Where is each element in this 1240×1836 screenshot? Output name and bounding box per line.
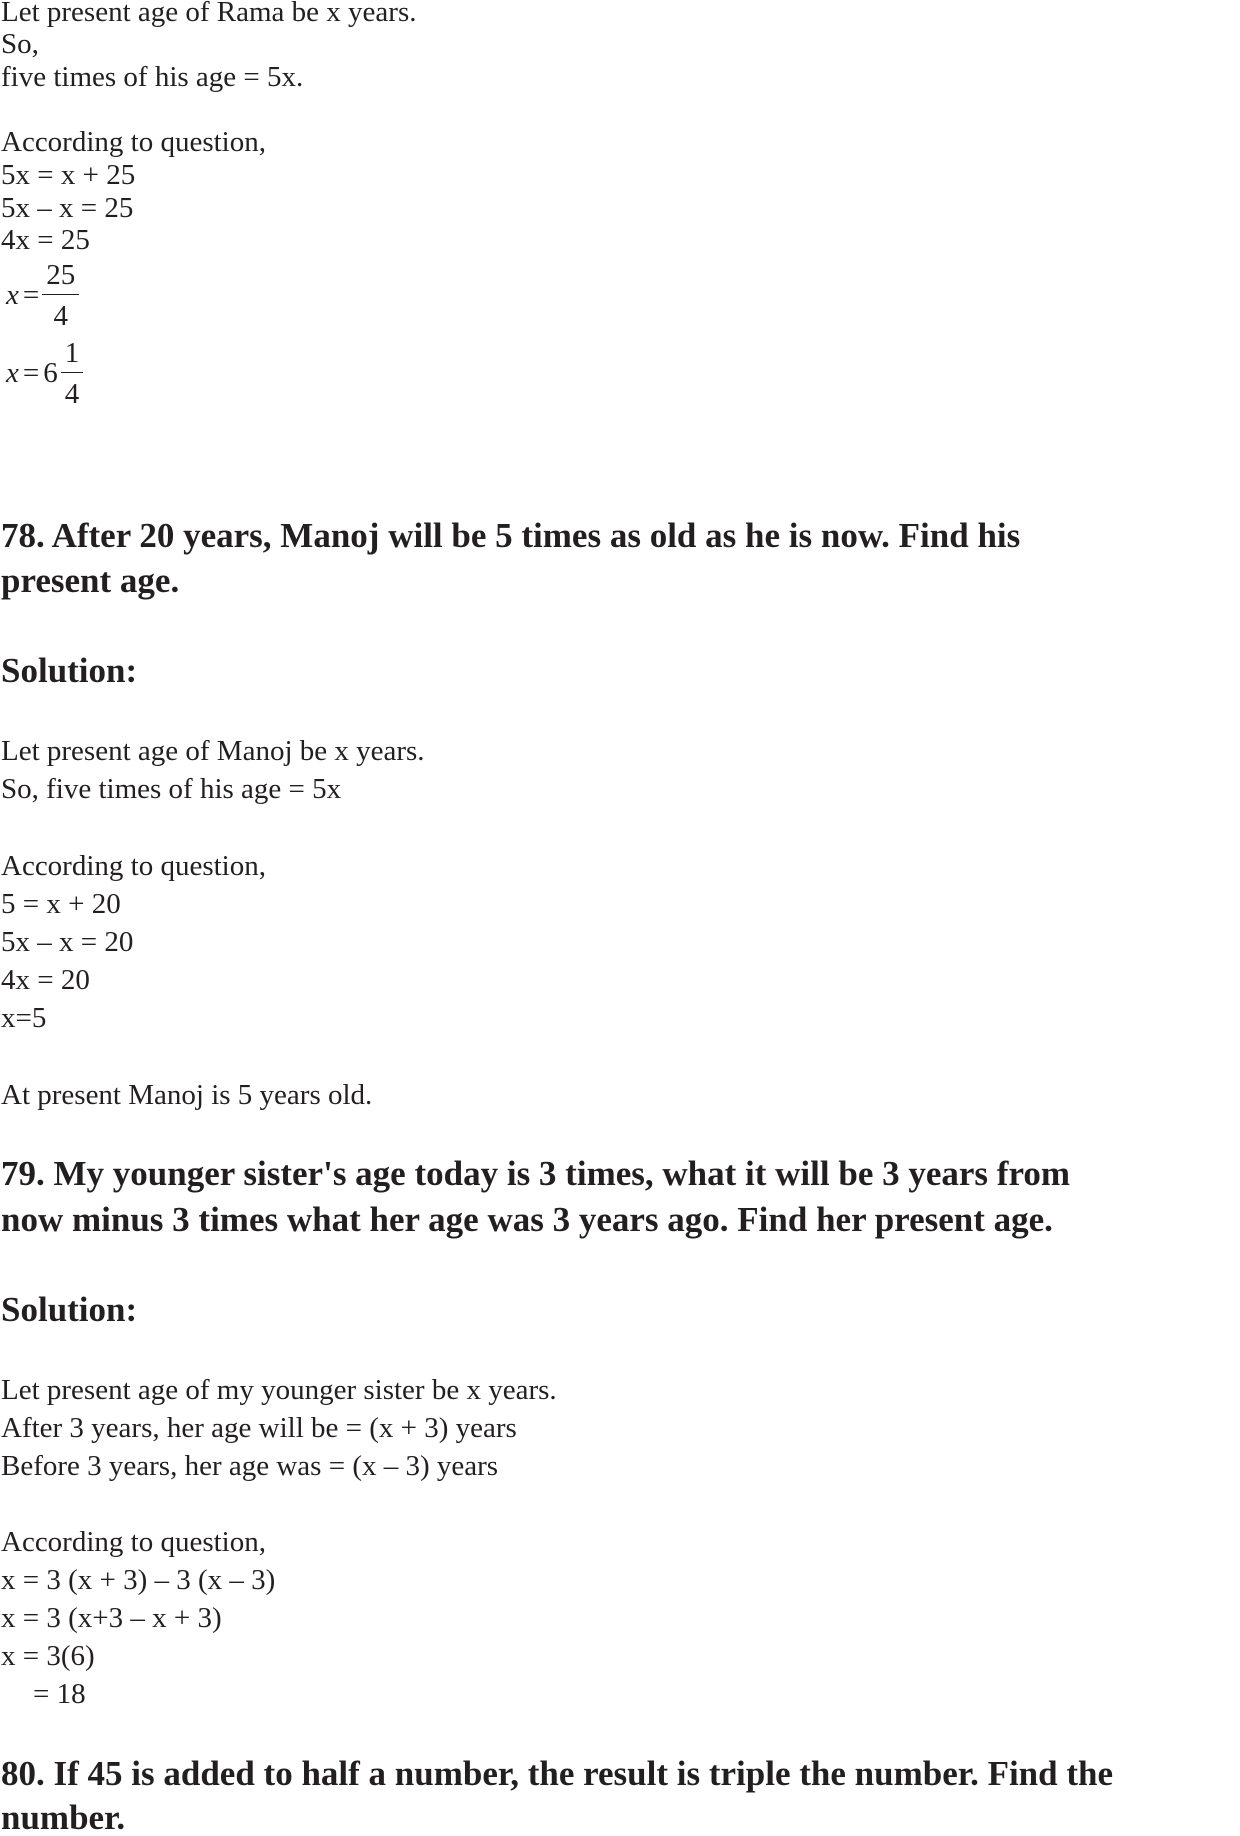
text-line: Let present age of Rama be x years. [1, 0, 417, 28]
equals-sign: = [22, 357, 40, 389]
equals-sign: = [22, 279, 40, 311]
solution-heading: Solution: [1, 1290, 138, 1329]
fraction [61, 336, 84, 411]
text-line: According to question, [1, 126, 266, 158]
equation-line: 4x = 25 [1, 224, 90, 256]
fraction-denominator: 4 [64, 378, 80, 410]
equation-line: x = 3 (x + 3) – 3 (x – 3) [1, 1564, 276, 1596]
equation-line: x = 3(6) [1, 1640, 95, 1672]
equation-line: 5x – x = 25 [1, 192, 134, 224]
question-heading: 79. My younger sister's age today is 3 times, what it will be 3 years from [1, 1154, 1071, 1193]
fraction [42, 258, 79, 333]
equation-line: x=5 [1, 1002, 47, 1034]
text-line: Let present age of my younger sister be x years. [1, 1374, 557, 1406]
text-line: Before 3 years, her age was = (x – 3) years [1, 1450, 499, 1482]
question-heading: now minus 3 times what her age was 3 years ago. Find her present age. [1, 1200, 1053, 1239]
fraction-numerator: 1 [61, 336, 84, 373]
text-line: Let present age of Manoj be x years. [1, 735, 425, 767]
equation-line: x = 3 (x+3 – x + 3) [1, 1602, 222, 1634]
question-heading: 80. If 45 is added to half a number, the result is triple the number. Find the [1, 1754, 1114, 1793]
fraction-denominator: 4 [53, 300, 68, 332]
equation-line: 5x – x = 20 [1, 926, 134, 958]
text-line: five times of his age = 5x. [1, 61, 304, 93]
question-heading: number. [1, 1798, 126, 1836]
mixed-fraction-equation [6, 336, 83, 411]
solution-heading: Solution: [1, 651, 138, 690]
fraction-numerator: 25 [42, 258, 79, 295]
equation-line: 4x = 20 [1, 964, 90, 996]
variable: x [6, 279, 19, 311]
whole-number: 6 [43, 357, 58, 389]
text-line: According to question, [1, 1526, 266, 1558]
variable: x [6, 357, 19, 389]
text-line: So, [1, 28, 39, 60]
text-line: At present Manoj is 5 years old. [1, 1079, 373, 1111]
fraction-equation [6, 258, 79, 333]
question-heading: 78. After 20 years, Manoj will be 5 times as old as he is now. Find his [1, 516, 1021, 555]
equation-line: = 18 [33, 1678, 86, 1710]
question-heading: present age. [1, 561, 180, 600]
text-line: So, five times of his age = 5x [1, 773, 342, 805]
equation-line: 5x = x + 25 [1, 159, 136, 191]
text-line: After 3 years, her age will be = (x + 3) years [1, 1412, 517, 1444]
equation-line: 5 = x + 20 [1, 888, 121, 920]
text-line: According to question, [1, 850, 266, 882]
